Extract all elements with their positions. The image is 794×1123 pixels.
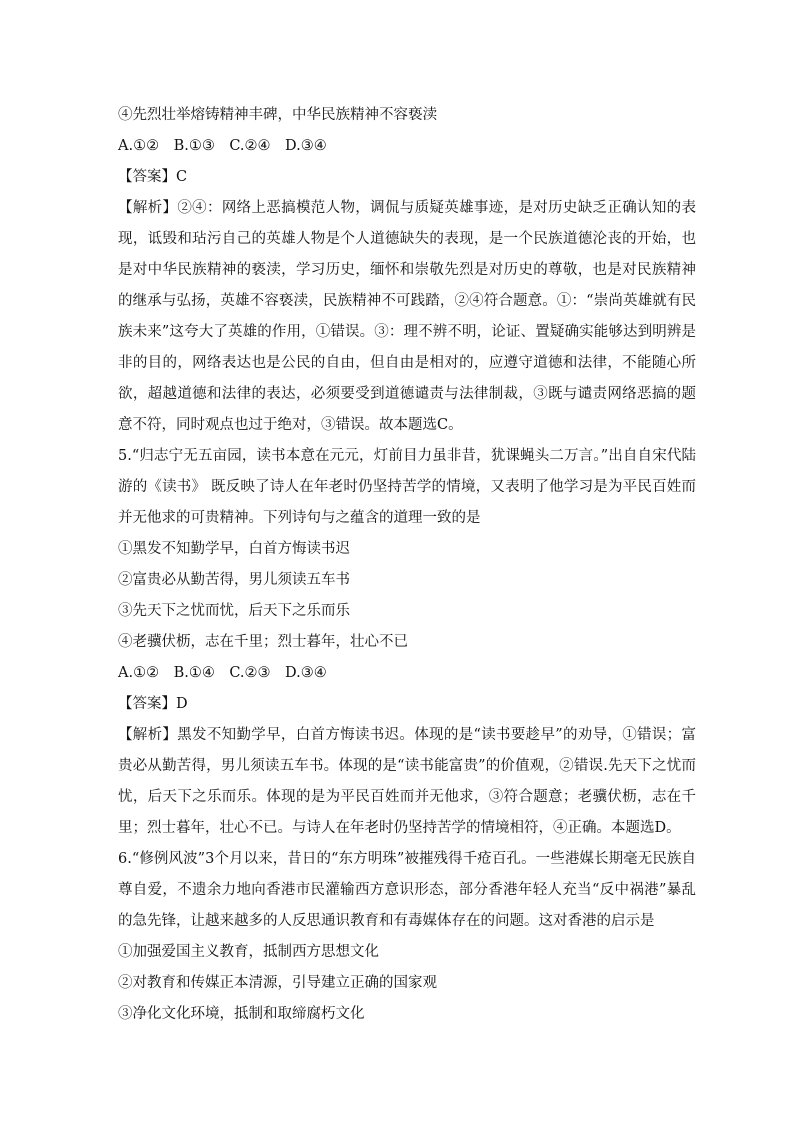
q5-answer bbox=[118, 689, 696, 720]
q5-option-1: ①黑发不知勤学早，白首方悔读书迟 bbox=[118, 541, 350, 557]
q6-stem: 6.“修例风波”3个月以来，昔日的“东方明珠”被摧残得千疮百孔。一些港媒长期毫无民族自尊自爱，不遗余力地向香港市民灌输西方意识形态，部分香港年轻人充当“反中祸港”暴乱的急先锋，让越来越多的人反思通识教育和有毒媒体存在的问题。这对香港的启示是 bbox=[118, 851, 696, 929]
analysis-text: ②④：网络上恶搞模范人物，调侃与质疑英雄事迹，是对历史缺乏正确认知的表现，诋毁和玷污自己的英雄人物是个人道德缺失的表现，是一个民族道德沦丧的开始，也是对中华民族精神的亵渎，学习历史，缅怀和崇敬先烈是对历史的尊敬，也是对民族精神的继承与弘扬，英雄不容亵渎，民族精神不可践踏，②④符合题意。①：“崇尚英雄就有民族未来”这夸大了英雄的作用，①错误。③：理不辨不明，论证、置疑确实能够达到明辨是非的目的，网络表达也是公民的自由，但自由是相对的，应遵守道德和法律，不能随心所欲，超越道德和法律的表达，必须要受到道德谴责与法律制裁，③既与谴责网络恶搞的题意不符，同时观点也过于绝对，③错误。故本题选C。 bbox=[118, 200, 697, 433]
q6-option-2: ②对教育和传媒正本清源，引导建立正确的国家观 bbox=[118, 975, 437, 991]
q5-analysis bbox=[118, 720, 696, 844]
q4-analysis bbox=[118, 193, 696, 441]
analysis-label: 【解析】 bbox=[118, 200, 178, 216]
analysis-text: 黑发不知勤学早，白首方悔读书迟。体现的是“读书要趁早”的劝导，①错误；富贵必从勤苦得，男儿须读五车书。体现的是“读书能富贵”的价值观，②错误.先天下之忧而忧，后天下之乐而乐。体现的是为平民百姓而并无他求，③符合题意；老骥伏枥，志在千里；烈士暮年，壮心不已。与诗人在年老时仍坚持苦学的情境相符，④正确。本题选D。 bbox=[118, 727, 696, 836]
q4-answer bbox=[118, 162, 696, 193]
answer-value: D bbox=[176, 696, 188, 712]
q5-stem: 5.“归志宁无五亩园，读书本意在元元，灯前目力虽非昔，犹课蝇头二万言。”出自自宋代陆游的《读书》 既反映了诗人在年老时仍坚持苦学的情境，又表明了他学习是为平民百姓而并无他求的可贵精神。下列诗句与之蕴含的道理一致的是 bbox=[118, 448, 696, 526]
answer-label: 【答案】 bbox=[118, 696, 176, 712]
q6-option-1: ①加强爱国主义教育，抵制西方思想文化 bbox=[118, 944, 379, 960]
q5-option-4: ④老骥伏枥，志在千里；烈士暮年，壮心不已 bbox=[118, 634, 408, 650]
q5-option-2: ②富贵必从勤苦得，男儿须读五车书 bbox=[118, 572, 350, 588]
q5-choices: A.①② B.①④ C.②③ D.③④ bbox=[118, 665, 327, 681]
q4-option-4: ④先烈壮举熔铸精神丰碑，中华民族精神不容亵渎 bbox=[118, 107, 437, 123]
q4-choices: A.①② B.①③ C.②④ D.③④ bbox=[118, 138, 327, 154]
q6-option-3: ③净化文化环境，抵制和取缔腐朽文化 bbox=[118, 1006, 365, 1022]
answer-label: 【答案】 bbox=[118, 169, 176, 185]
q5-option-3: ③先天下之忧而忧，后天下之乐而乐 bbox=[118, 603, 350, 619]
answer-value: C bbox=[176, 169, 188, 185]
analysis-label: 【解析】 bbox=[118, 727, 178, 743]
